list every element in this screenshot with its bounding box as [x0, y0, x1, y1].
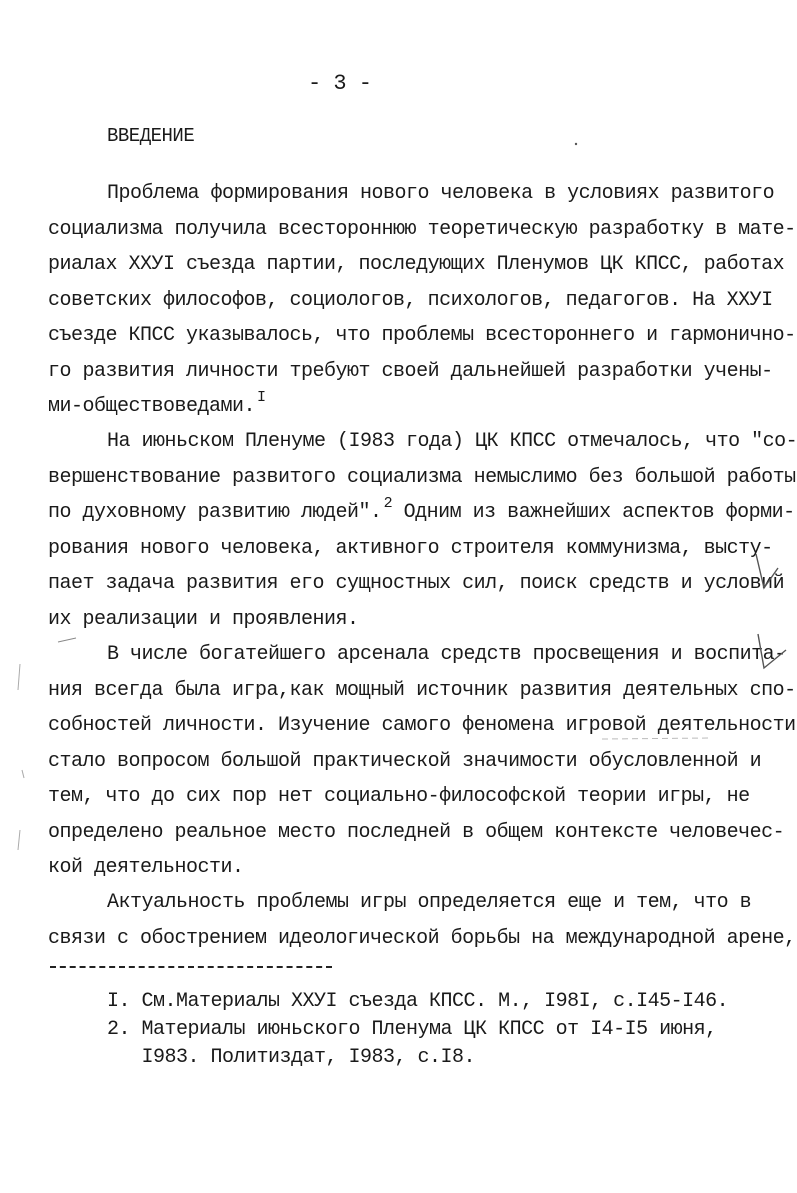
footnote-separator — [50, 966, 332, 968]
paragraph-1-line-5: съезде КПСС указывалось, что проблемы всестороннего и гармонично- — [48, 324, 796, 347]
paragraph-2-line-2: вершенствование развитого социализма немыслимо без большой работы — [48, 466, 796, 489]
paragraph-3-line-5: тем, что до сих пор нет социально-философской теории игры, не — [48, 785, 750, 808]
paragraph-2-line-3-rest: Одним из важнейших аспектов форми- — [392, 501, 795, 524]
paragraph-2-line-1: На июньском Пленуме (I983 года) ЦК КПСС отмечалось, что "со- — [107, 430, 797, 453]
paragraph-4-line-2: связи с обострением идеологической борьбы на международной арене, — [48, 927, 796, 950]
margin-checkmark-1 — [752, 548, 782, 608]
paragraph-4-line-1: Актуальность проблемы игры определяется еще и тем, что в — [107, 891, 752, 914]
margin-checkmark-2 — [752, 632, 792, 682]
footnote-ref-1: I — [257, 389, 266, 406]
section-heading: ВВЕДЕНИЕ — [107, 125, 195, 147]
footnote-2-line-2: I983. Политиздат, I983, с.I8. — [107, 1046, 476, 1069]
underline-pencil-mark — [600, 735, 720, 745]
margin-pencil-stroke — [10, 660, 30, 860]
paragraph-1-line-7-text: ми-обществоведами. — [48, 395, 256, 418]
paragraph-3-line-1: В числе богатейшего арсенала средств просвещения и воспита- — [107, 643, 786, 666]
paragraph-1-line-7 — [48, 389, 266, 420]
footnote-ref-2: 2 — [383, 495, 393, 512]
paragraph-3-line-6: определено реальное место последней в общем контексте человечес- — [48, 821, 785, 844]
paragraph-3-line-7: кой деятельности. — [48, 856, 244, 879]
margin-dash-mark — [52, 632, 112, 662]
paragraph-2-line-5: пает задача развития его сущностных сил, поиск средств и условий — [48, 572, 785, 595]
paragraph-2-line-3-text: по духовному развитию людей". — [48, 501, 382, 524]
footnote-2-line-1: 2. Материалы июньского Пленума ЦК КПСС от I4-I5 июня, — [107, 1018, 717, 1041]
paragraph-2-line-6: их реализации и проявления. — [48, 608, 359, 631]
paragraph-1-line-4: советских философов, социологов, психологов, педагогов. На ХХУI — [48, 289, 773, 312]
page-number: - 3 - — [308, 71, 372, 96]
paragraph-1-line-1: Проблема формирования нового человека в условиях развитого — [107, 182, 775, 205]
paragraph-3-line-3: собностей личности. Изучение самого феномена игровой деятельности — [48, 714, 796, 737]
footnote-1: I. См.Материалы ХХУI съезда КПСС. М., I98I, с.I45-I46. — [107, 990, 729, 1013]
paragraph-3-line-4: стало вопросом большой практической значимости обусловленной и — [48, 750, 762, 773]
stray-dot — [572, 140, 582, 150]
paragraph-1-line-6: го развития личности требуют своей дальнейшей разработки учены- — [48, 360, 773, 383]
paragraph-1-line-3: риалах ХХУI съезда партии, последующих Пленумов ЦК КПСС, работах — [48, 253, 785, 276]
paragraph-2-line-3 — [48, 495, 795, 526]
paragraph-1-line-2: социализма получила всестороннюю теоретическую разработку в мате- — [48, 218, 796, 241]
paragraph-2-line-4: рования нового человека, активного строителя коммунизма, высту- — [48, 537, 773, 560]
paragraph-3-line-2: ния всегда была игра,как мощный источник развития деятельных спо- — [48, 679, 796, 702]
